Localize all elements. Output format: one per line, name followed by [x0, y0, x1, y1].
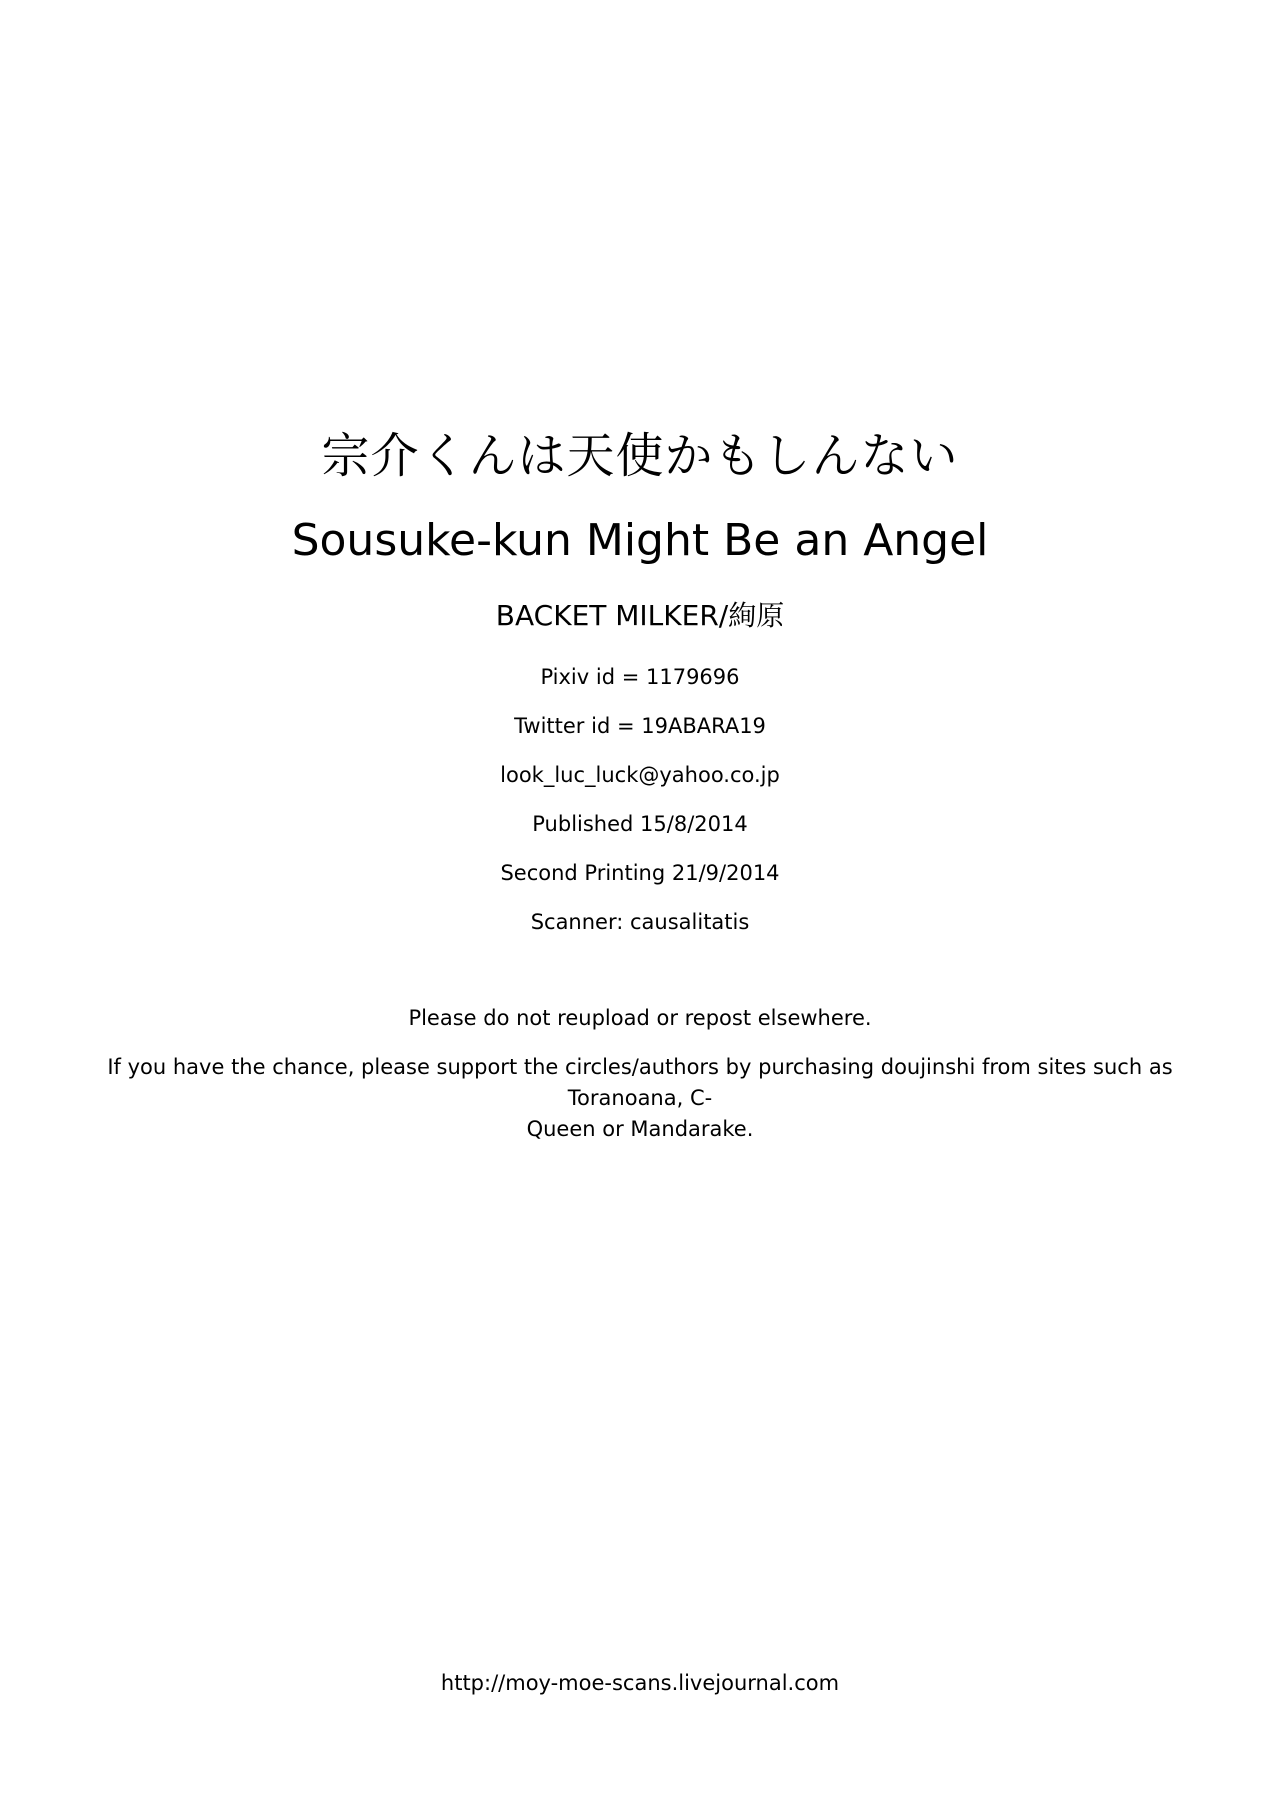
support-notice	[80, 1052, 1200, 1145]
english-title: Sousuke-kun Might Be an Angel	[291, 515, 989, 566]
second-printing-date: Second Printing 21/9/2014	[500, 861, 780, 885]
published-date: Published 15/8/2014	[532, 812, 748, 836]
repost-notice: Please do not reupload or repost elsewhere.	[408, 1006, 872, 1030]
scanner-credit: Scanner: causalitatis	[530, 910, 750, 934]
email-address: look_luc_luck@yahoo.co.jp	[500, 763, 780, 787]
japanese-title: 宗介くんは天使かもしんない	[321, 428, 959, 484]
circle-author: BACKET MILKER/絢原	[495, 599, 785, 632]
twitter-id: Twitter id = 19ABARA19	[514, 714, 766, 738]
support-notice-line-2: Queen or Mandarake.	[526, 1117, 754, 1141]
pixiv-id: Pixiv id = 1179696	[540, 665, 740, 689]
support-notice-line-1: If you have the chance, please support the circles/authors by purchasing doujinshi from sites such as Toranoana, C-	[107, 1055, 1173, 1110]
footer-url: http://moy-moe-scans.livejournal.com	[440, 1671, 840, 1695]
